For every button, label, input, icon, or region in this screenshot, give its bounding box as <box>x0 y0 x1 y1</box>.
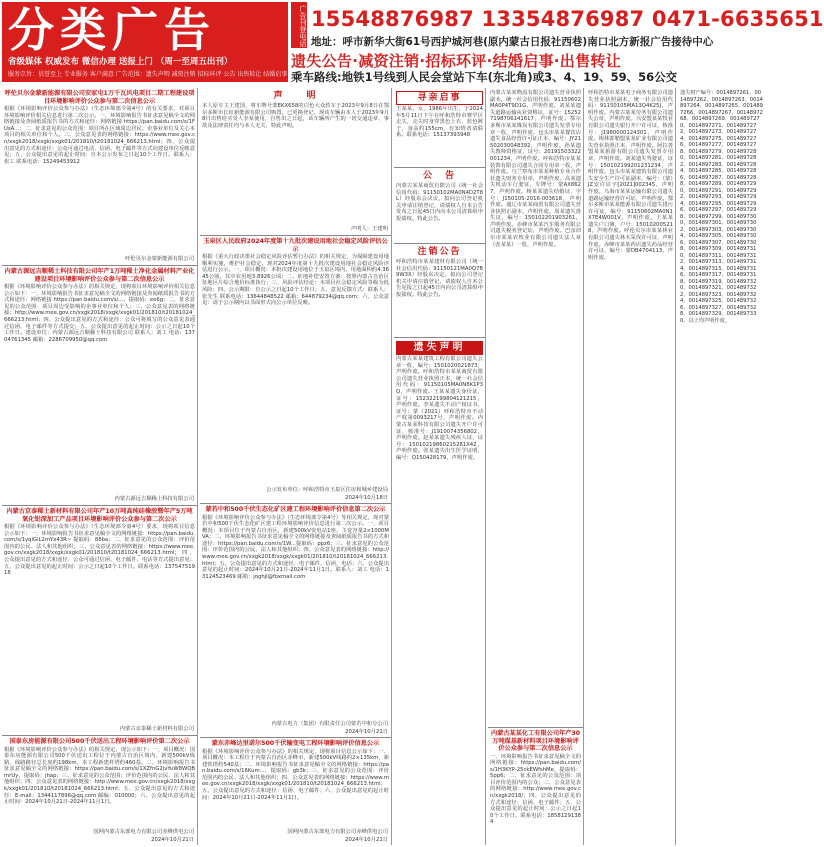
notice-env-1 <box>2 88 197 266</box>
notice-lost-numbers <box>678 88 766 845</box>
column-5 <box>586 88 676 845</box>
notice-title: 声 明 <box>273 91 318 101</box>
notice-signature: 内蒙古源远吉顺稀土科技有限公司 <box>114 496 194 502</box>
column-6 <box>678 88 766 845</box>
page-title: 分类广告 <box>8 3 216 57</box>
notice-deregistration <box>394 244 485 338</box>
notice-title: 遗失声明 <box>396 341 483 355</box>
notice-body: 呼和浩特市某某电子商务有限公司遗失营业执照副本，统一社会信用代码：91150105MA13Q4K25J，声明作废。内蒙古某某劳务有限公司遗失公章，声明作废。兴安盟某某牧业有限公司遗失银行开户许可证，核准号：J1980000124301，声明作废。锡林郭勒盟某某矿业有限公司遗失营业执照正本，声明作废。阿拉善盟某某旅游有限公司遗失发票专用章，声明作废。刘某遗失驾驶证，证号：150102199201231234，声明作废。包头市某某建筑有限公司遗失安全生产许可证副本，编号：（蒙）JZ安许证字[2021]002345，声明作废。乌海市某某运输有限公司遗失道路运输经营许可证，声明作废。鄂尔多斯市某某能源有限公司遗失排污许可证，编号：91150602MA0N1X7E4W001V，声明作废。王某某遗失户口簿，户号：150102005218，声明作废。呼伦贝尔市某某林业有限公司遗失林木采伐许可证，声明作废。赤峰市某某药店遗失药品经营许可证，编号：蒙DB4704113，声明作废。 <box>588 90 673 261</box>
brand-block <box>2 2 288 82</box>
notice-date: 2024年10月21日 <box>151 837 194 843</box>
notice-body: 根据《环境影响评价公众参与办法》的相关规定，现将项目信息公示如下：一、项目概况：本工程位于内蒙古自治区赤峰市，新建500kV线路约2×135km，新建铁塔约540基；二、环境影响报告书征求意见稿全文的网络链接：https://pan.baidu.com/s/16Kum...，提取码：gb3k；三、征求意见的公众范围：评价范围内的公民、法人和其他组织；四、公众意见表的网络链接：https://www.mee.gov.cn/xxgk2018/xxgk/xxgk01/201810/t20181024_666213.html；五、公众提出意见的方式和途径：信函、电子邮件；六、公众提出意见的起止时间：2024年10月21日-2024年11月1日。 <box>202 748 389 801</box>
notice-env-transmission <box>200 738 391 845</box>
notice-date: 2024年10月21日 <box>345 729 388 735</box>
notice-env-4 <box>2 736 197 845</box>
notice-body: 根据《环境影响评价公众参与办法》（生态环境部令第4号）的有关要求，对项目环境影响评价相关信息进行第二次公示。一、环境影响报告书征求意见稿全文的网络链接及查阅纸质报告书的方式和途径：网络链接 https://pan.baidu.com/s/1FUsA...；二、征求意见的公众范围：项目所在区域周边居民、企事业单位及关心本项目的相关单位和个人。三、公众意见表的网络链接：https://www.mee.gov.cn/xxgk2018/xxgk/xxgk01/201810/t20181024_666213.html；四、公众提出意见的方式和途径：公众可通过电话、信函、电子邮件等方式向建设单位反映意见；五、公众提出意见的起止时间：自本公示发布之日起10个工作日。联系人：张工 联系电话：15249453912 <box>4 106 195 165</box>
notice-title: 注销公告 <box>417 247 462 257</box>
notice-signature: 内蒙古电力（集团）有限责任公司蒙若中和分公司 <box>271 721 388 727</box>
notice-statement <box>200 88 391 236</box>
notice-date: 2024年10月21日 <box>345 837 388 843</box>
notice-signature: 内蒙古京泰稀土新材料有限公司 <box>119 726 194 732</box>
notice-signature: 公示发布单位：呼和浩特市玉泉区住房和城乡建设局 <box>266 487 388 493</box>
column-1 <box>2 88 198 845</box>
column-4 <box>488 88 584 845</box>
phone-numbers: 15548876987 13354876987 0471-6635651 <box>311 7 824 31</box>
brand-service-scope: 服务宗旨：信誉至上 专业服务 客户满意 广告范围：遗失声明 减资注销 招标环评 公告 出售转让 结婚启事 <box>8 71 288 78</box>
notice-body: 内蒙古某某物流有限公司遗失营业执照副本，统一社会信用代码：91150602MA0P4T9D1G，声明作废。刘某某遗失道路运输从业资格证，证号：152527198706141617，声明作废。鄂尔多斯市某某煤炭有限公司遗失发票专用章一枚，声明作废。包头市某某餐饮店遗失食品经营许可证正本，编号：JY21502030048392，声明作废。孙某遗失教师资格证，证号：20191503322001234，声明作废。呼和浩特市某某装饰有限公司遗失合同专用章一枚，声明作废。乌兰察布市某某种植专业合作社遗失财务专用章，声明作废。高某遗失机动车行驶证，车牌号：蒙AX8627，声明作废。杨某某遗失结婚证，字号：J150105-2016-003618，声明作废。通辽市某某商贸有限公司遗失营业执照正副本，声明作废。周某遗失准生证，编号：150102201903261，声明作废。赤峰市某某汽车服务有限公司遗失税务登记证，声明作废。巴彦淖尔市某某农牧业有限公司遗失法人章（张某某）一枚，声明作废。 <box>490 90 582 248</box>
notice-signature: 国网内蒙古东部电力有限公司赤峰供电公司 <box>287 829 388 835</box>
notice-signature: 国网内蒙古东部电力有限公司赤峰供电公司 <box>93 829 194 835</box>
notice-body: 一、环境影响报告书征求意见稿全文的网络链接：https://pan.baidu.com/s/1H3KYP-25ckEWfshMe，提取码：5pp6；二、征求意见的公众范围：项目评价范围内的公众；三、公众意见表的网络链接：http://www.mee.gov.cn/xxgk2018/；四、公众提出意见的方式和途径：信函、电子邮件；五、公众提出意见的起止时间：公示之日起10个工作日。联系电话：18581291384 <box>490 753 581 826</box>
notice-body: 内蒙古某某商贸有限公司（统一社会信用代码：91150102MA0N4D2T8L）经股东会决议，拟向公司登记机关申请注销登记，请债权人自本公告发布之日起45日内向本公司清算组申报债权。特此公告。 <box>396 183 483 222</box>
notice-signature: 呼伦贝尔金蒙新能源有限公司 <box>125 256 194 262</box>
notice-body: 根据《环境影响评价公众参与办法》（生态环境部令第4号）等相关规定，现对蒙若中和500千伏生态化矿区建工程环境影响评价信息进行第二次公示。一、项目概况：本项目位于内蒙古自治区，新建500kV变电站1座，主变容量2×1000MVA；二、环境影响报告书征求意见稿全文的网络链接及查阅纸质报告书的方式和途径：https://pan.baidu.com/s/1W...提取码：ppz6；三、征求意见的公众范围：评价范围内的公民、法人和其他组织；四、公众意见表的网络链接：http://www.mee.gov.cn/xxgk2018/xxgk/xxgk01/201810/t20181024_666213.html；五、公众提出意见的方式和途径：电子邮件、信函、电话；六、公众提出意见的起止时间：2024年10月21日-2024年11月1日。联系人：刘工 电话：13124523469 邮箱：joghjl@foxmail.com <box>202 514 390 580</box>
notice-body: 根据《环境影响评价公众参与办法》（生态环境部令第4号）要求，现将项目信息公示如下：一、环境影响报告书征求意见稿全文的网络链接：https://pan.baidu.com/s/1yqiGiL2mYx43R~ 提取码：88ba；二、征求意见的公众范围：评价范围内的公民、法人和其他组织；三、公众意见表的网络链接：https://www.mee.gov.cn/xxgk2018/xxgk/xxgk01/201810/t20181024_666213.html；四、公众提出意见的方式和途径：公众可通过信函、电子邮件、电话等方式提出意见；五、公众提出意见的起止时间：公示之日起10个工作日。联系电话：13754751918 <box>4 524 195 577</box>
notice-env-substation <box>200 504 391 738</box>
notice-title: 蒙东赤峰达里诺尔500千伏输变电工程环境影响评价信息公示 <box>211 740 380 747</box>
ad-columns <box>2 88 766 845</box>
notice-title: 玉泉区人民政府2024年度第十九批次建设用地社会稳定风险评估公示 <box>203 238 388 253</box>
notice-date: 2024年10月18日 <box>345 495 388 501</box>
notice-announcement <box>394 168 485 244</box>
notice-body: 根据《重大行政决策社会稳定风险评估暂行办法》的相关规定，为保障建设用地顺利实施，维护社会稳定，现对2024年度第十九批次建设用地社会稳定风险评估进行公示。一、项目概况：本批次建设用地位于玉泉区境内，用地面积约4.3645公顷，其中农用地3.8926公顷；二、征地补偿安置方案：按照内蒙古自治区征地区片综合地价标准执行；三、风险评估结论：本项目社会稳定风险等级为低风险；四、公示期限：自公示之日起10个工作日；五、意见反馈方式：联系人：张先生 联系电话：13644848522 邮箱：644879234@qq.com；六、公众意见：请于公示期内以书面形式向公示单位反映。 <box>202 254 389 307</box>
notice-body: 内蒙古某某建筑工程有限公司遗失公章一枚，编号：1501020021873，声明作废。呼和浩特市某某商贸有限公司遗失营业执照正本，统一社会信用代码：91150105MA0N8K1P3Q，声明作废。王某某遗失身份证，证号：152322199804121215，声明作废。李某遗失不动产权证书，证号：蒙（2021）呼和浩特市不动产权第0093217号，声明作废。内蒙古某某科技有限公司遗失开户许可证，核准号：J1910074356802，声明作废。赵某某遗失残疾人证，证号：15010219860215281X42，声明作废。张某遗失出生医学证明，编号：Q150428179，声明作废。 <box>396 356 483 461</box>
notice-env-2 <box>2 266 197 506</box>
notice-title: 公 告 <box>422 171 456 181</box>
bus-route: 乘车路线:地铁1号线到人民会堂站下车(东北角)或3、4、19、59、56公交 <box>291 70 678 84</box>
notice-land-risk <box>200 236 391 504</box>
notice-env-chemical <box>488 728 583 845</box>
notice-body: 本人原车主王建国，将车牌号蒙EKX658的白色大众轿车于2023年9月8日在鄂尔多斯市长征新能源有限公司购置，已更换登记，现该车辆由本人于2023年9月8日出售给买受人李某使用，自售出之日起，该车辆所产生的一切交通违章、事故及法律责任均与本人无关，特此声明。 <box>202 103 389 129</box>
notice-signature: 声明人：王建明 <box>350 226 388 232</box>
office-address: 地址：呼市新华大街61号西护城河巷(原内蒙古日报社西巷)南口北方新报广告接待中心 <box>311 36 714 48</box>
notice-title: 内蒙古京泰稀土新材料有限公司年产10万吨高纯硅橡胶暨年产5万吨氧化铝深加工产品项目环境影响评价公众参与第二次公示 <box>6 508 193 523</box>
notice-body: 呼和浩特市某某建材有限公司（统一社会信用代码：91150121MA0Q7B9W3X）经股东决定，拟向公司登记机关申请注销登记，请债权人自本公告见报之日起45日内向公司清算组申报债权。特此公告。 <box>396 259 483 298</box>
column-3 <box>394 88 486 845</box>
notice-lost-statements <box>394 338 485 845</box>
notice-missing-person <box>394 88 485 168</box>
column-2 <box>200 88 392 845</box>
notice-title: 国泰东房能源有限公司500千伏送出工程环境影响评价第二次公示 <box>9 738 190 745</box>
notice-title: 内蒙古某某化工有限公司年产30万吨煤基新材料项目环境影响评价公众参与第二次信息公示 <box>490 730 581 752</box>
hotline-label: 广告刊登电话 <box>291 2 307 48</box>
notice-env-3 <box>2 506 197 736</box>
notice-title: 蒙若中和500千伏生态化矿区建工程环境影响评价信息第二次公示 <box>205 506 386 513</box>
notice-title: 寻亲启事 <box>396 91 483 105</box>
notice-title: 呼伦贝尔金蒙新能源有限公司安家屯1万千瓦风电项目二期工程建设项目环境影响评价公众参与第二次信息公示 <box>4 90 195 105</box>
brand-slogan: 省级媒体 权威发布 微信办理 送报上门 （周一至周五出刊） <box>8 57 233 67</box>
notice-lost-list-2 <box>586 88 675 845</box>
notice-title: 内蒙古源远吉顺稀土科技有限公司年产1万吨稀土净化金属材料产业化建设项目环境影响评价公众参与第二次信息公示 <box>4 268 195 283</box>
notice-body: 根据《环境影响评价公众参与办法》的相关规定，现公示如下：一、项目概况：国泰东房能源有限公司500千伏送出工程位于内蒙古自治区境内，新建500kV线路，线路路径总长度约198km，本工程新建杆塔约460基。二、环境影响报告书征求意见稿全文的网络链接：https://pan.baidu.com/s/1XZfnG2jvYuW8WQBmrUy，提取码：jhap；三、征求意见的公众范围：评价范围内的公民、法人和其他组织；四、公众意见表的网络链接：http://www.mee.gov.cn/xxgk2018/xxgk/xxgk01/201810/t20181024_666213.html；五、公众提出意见的方式和途径：E-mail：1344117896@qq.com 邮编：010000；六、公众提出意见的起止时间：2024年10月21日-2024年11月1日。 <box>4 746 195 806</box>
service-categories: 遗失公告·减资注销·招标环评·结婚启事·出售转让 <box>291 52 621 70</box>
notice-lost-list-1 <box>488 88 583 728</box>
notice-body: 根据《环境影响评价公众参与办法》的相关规定，现将项目环境影响评价相关信息公示如下：一、环境影响报告书征求意见稿全文的网络链接及查阅纸质报告书的方式和途径：网络链接 https://pan.baidu.com/s/...，提取码：ee6g；二、征求意见的公众范围：项目周边受影响的企事业单位和个人；三、公众意见表的网络链接：http://www.mee.gov.cn/xxgk2018/xxgk/xxgk01/201810/t20181024_666213.html；四、公众提出意见的方式和途径：公众可将填写的公众意见表通过信函、电子邮件等方式提交；五、公众提出意见的起止时间：公示之日起10个工作日。建设单位：内蒙古源远吉顺稀土科技有限公司 联系人：刘工 电话：13704761345 邮箱：2286709950@qq.com <box>4 284 195 343</box>
notice-body: 王某某，女，1986年出生，于2024年5月11日下午在呼和浩特市赛罕区走失，走失时身穿黑色上衣、蓝色裤子，身高约155cm，有知情者请联系。联系电话：15137393948 <box>396 106 483 139</box>
notice-body: 遗失财产编号：0014897261、0014897262、0014897263、0014897264、0014897265、0014897266、0014897267、0014897268、0014897269、0014897270、0014897271、0014897272、0014897273、0014897274、0014897275、0014897276、0014897277、0014897278、0014897279、0014897280、0014897281、0014897282、0014897283、0014897284、0014897285、0014897286、0014897287、0014897288、0014897289、0014897290、0014897291、0014897292、0014897293、0014897294、0014897295、0014897296、0014897297、0014897298、0014897299、0014897300、0014897301、0014897302、0014897303、0014897304、0014897305、0014897306、0014897307、0014897308、0014897309、0014897310、0014897311、0014897312、0014897313、0014897314、0014897315、0014897316、0014897317、0014897318、0014897319、0014897320、0014897321、0014897322、0014897323、0014897324、0014897325、0014897326、0014897327、0014897328、0014897329、0014897330，以上均声明作废。 <box>680 90 763 324</box>
masthead <box>0 0 824 84</box>
